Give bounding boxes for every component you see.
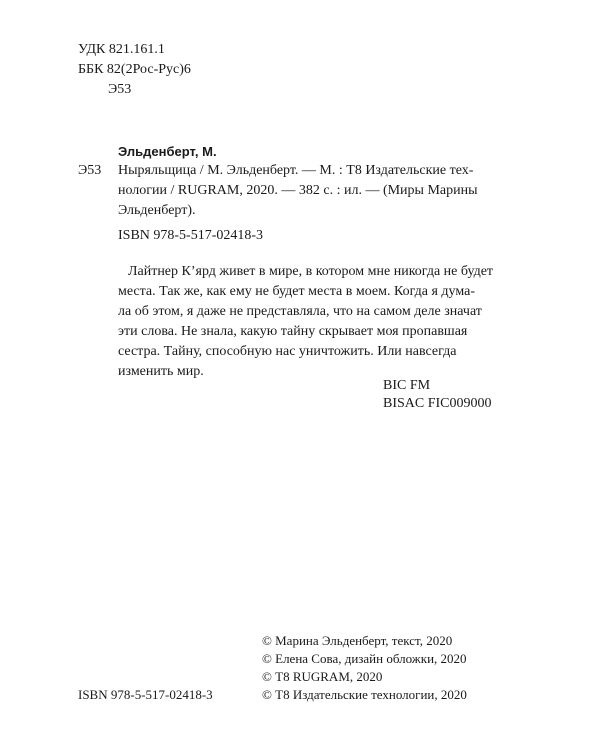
- isbn-record: ISBN 978-5-517-02418-3: [118, 228, 264, 243]
- copyright-line: © Марина Эльденберт, текст, 2020: [262, 633, 453, 648]
- bbk-code: ББК 82(2Рос-Рус)6: [78, 62, 191, 77]
- annotation-line: Лайтнер К’ярд живет в мире, в котором мне никогда не будет: [128, 264, 494, 279]
- annotation-line: места. Так же, как ему не будет места в моем. Когда я дума-: [118, 284, 475, 299]
- bic-code: BIC FM: [383, 378, 431, 393]
- description-line: нологии / RUGRAM, 2020. — 382 с. : ил. — (Миры Марины: [118, 183, 478, 198]
- copyright-line: © Т8 RUGRAM, 2020: [262, 669, 383, 684]
- bisac-code: BISAC FIC009000: [383, 396, 492, 411]
- annotation-line: ла об этом, я даже не представляла, что на самом деле значат: [118, 304, 482, 319]
- author-heading: Эльденберт, М.: [118, 144, 217, 159]
- annotation: [118, 262, 498, 382]
- udk-code: УДК 821.161.1: [78, 42, 165, 57]
- copyright-block: [262, 632, 467, 704]
- footer-isbn: ISBN 978-5-517-02418-3: [78, 687, 213, 702]
- description-line: Эльденберт).: [118, 203, 196, 218]
- author-sign: Э53: [108, 82, 132, 97]
- annotation-line: эти слова. Не знала, какую тайну скрывает моя пропавшая: [118, 324, 468, 339]
- record-sign: Э53: [78, 163, 102, 178]
- annotation-line: сестра. Тайну, способную нас уничтожить. Или навсегда: [118, 344, 457, 359]
- copyright-line: © Елена Сова, дизайн обложки, 2020: [262, 651, 467, 666]
- copyright-line: © Т8 Издательские технологии, 2020: [262, 687, 467, 702]
- description-line: Ныряльщица / М. Эльденберт. — М. : Т8 Издательские тех-: [118, 163, 474, 178]
- bibliographic-description: [118, 161, 498, 221]
- annotation-line: изменить мир.: [118, 364, 204, 379]
